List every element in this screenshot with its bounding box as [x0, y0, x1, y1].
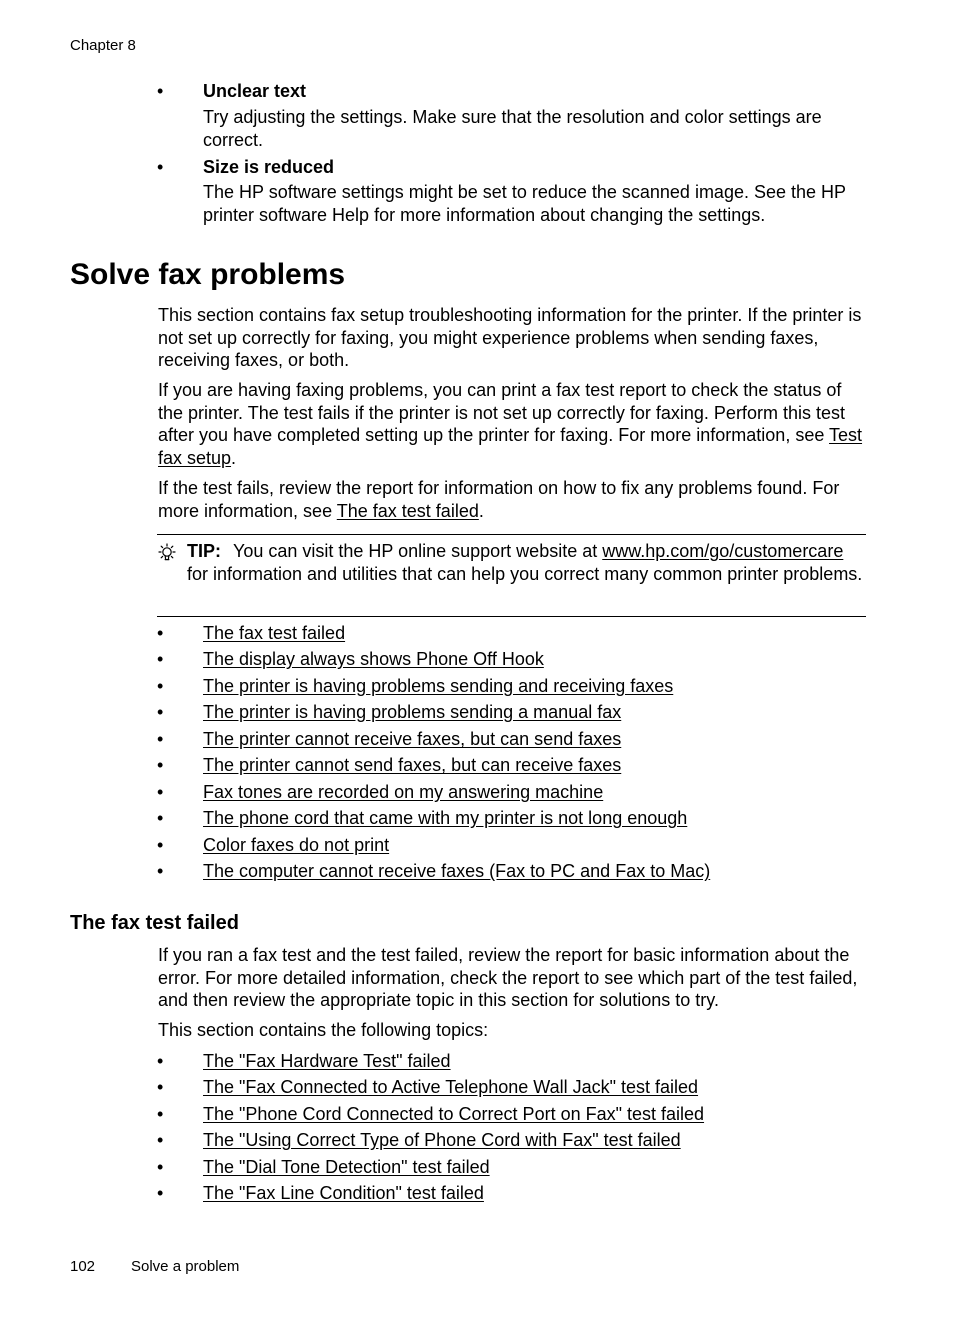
item-body: Try adjusting the settings. Make sure that the resolution and color settings are correct. — [203, 107, 822, 150]
topic-link[interactable]: The printer cannot send faxes, but can receive faxes — [203, 755, 622, 775]
list-item — [0, 728, 954, 750]
list-item — [0, 701, 954, 723]
bullet: • — [157, 623, 164, 643]
bullet: • — [157, 676, 164, 696]
bullet: • — [157, 808, 164, 828]
subsection-topics-intro: This section contains the following topics: — [158, 1020, 489, 1040]
subsection-intro-paragraph: If you ran a fax test and the test failed, review the report for basic information about the error. For more detailed information, check the report to see which part of the test failed, and then review the appropriate topic in this section for solutions to try. — [158, 945, 858, 1010]
topic-link[interactable]: The "Dial Tone Detection" test failed — [203, 1157, 490, 1177]
bullet: • — [157, 861, 164, 881]
bullet: • — [157, 782, 164, 802]
topic-link[interactable]: The "Fax Line Condition" test failed — [203, 1183, 484, 1203]
bullet: • — [157, 835, 164, 855]
list-item — [0, 648, 954, 670]
bullet: • — [157, 702, 164, 722]
list-item — [0, 754, 954, 776]
item-title: Unclear text — [203, 81, 307, 101]
list-item — [0, 860, 954, 882]
list-item — [0, 1156, 954, 1178]
item-body: The HP software settings might be set to reduce the scanned image. See the HP printer software Help for more information about changing the settings. — [203, 182, 846, 225]
bullet: • — [157, 729, 164, 749]
list-item — [0, 834, 954, 856]
topic-link[interactable]: The printer is having problems sending and receiving faxes — [203, 676, 674, 696]
list-item — [0, 1076, 954, 1098]
fax-test-failed-link[interactable]: The fax test failed — [336, 500, 479, 521]
list-item — [0, 622, 954, 644]
chapter-header: Chapter 8 — [70, 37, 136, 54]
bullet: • — [157, 1104, 164, 1124]
topic-link[interactable]: The "Phone Cord Connected to Correct Port on Fax" test failed — [203, 1104, 705, 1124]
topic-link[interactable]: The printer is having problems sending a manual fax — [203, 702, 622, 722]
section-title: Solve fax problems — [70, 258, 346, 291]
customercare-link[interactable]: www.hp.com/go/customercare — [602, 541, 844, 561]
paragraph-text: If you are having faxing problems, you can print a fax test report to check the status of the printer. The test fails if the printer is not set up correctly for faxing. Perform this test after you have completed setting up the printer for faxing. For more information, see — [158, 380, 845, 445]
list-item — [0, 1103, 954, 1125]
tip-text — [187, 540, 867, 585]
list-item — [0, 781, 954, 803]
section-fail-paragraph — [158, 477, 868, 522]
item-title: Size is reduced — [203, 157, 335, 177]
paragraph-end: . — [478, 500, 484, 521]
bullet: • — [157, 1051, 164, 1071]
lightbulb-icon — [157, 543, 177, 563]
list-item — [0, 1182, 954, 1204]
section-intro-paragraph: This section contains fax setup troubleshooting information for the printer. If the printer is not set up correctly for faxing, you might experience problems when sending faxes, receiving faxes, or both. — [158, 305, 862, 370]
topic-link[interactable]: The computer cannot receive faxes (Fax to PC and Fax to Mac) — [203, 861, 711, 881]
bullet: • — [157, 1157, 164, 1177]
bullet: • — [157, 81, 164, 101]
bullet: • — [157, 1077, 164, 1097]
topic-link[interactable]: Color faxes do not print — [203, 835, 390, 855]
tip-box — [157, 534, 866, 617]
topic-link[interactable]: The display always shows Phone Off Hook — [203, 649, 544, 669]
list-item — [0, 1129, 954, 1151]
topic-link[interactable]: Fax tones are recorded on my answering machine — [203, 782, 604, 802]
subsection-title: The fax test failed — [70, 912, 239, 934]
list-item — [0, 1050, 954, 1072]
tip-text-after: for information and utilities that can help you correct many common printer problems. — [187, 563, 863, 584]
bullet: • — [157, 1130, 164, 1150]
topic-link[interactable]: The fax test failed — [203, 623, 346, 643]
tip-label: TIP: — [187, 541, 221, 561]
tip-text-before: You can visit the HP online support website at — [233, 541, 603, 561]
footer-section-name: Solve a problem — [131, 1258, 240, 1275]
list-item — [0, 675, 954, 697]
topic-link[interactable]: The phone cord that came with my printer is not long enough — [203, 808, 688, 828]
topic-link[interactable]: The "Fax Connected to Active Telephone Wall Jack" test failed — [203, 1077, 699, 1097]
bullet: • — [157, 649, 164, 669]
section-test-paragraph — [158, 379, 868, 469]
topic-link[interactable]: The "Fax Hardware Test" failed — [203, 1051, 451, 1071]
bullet: • — [157, 1183, 164, 1203]
page-number: 102 — [70, 1258, 96, 1275]
topic-link[interactable]: The printer cannot receive faxes, but can send faxes — [203, 729, 622, 749]
paragraph-text: If the test fails, review the report for information on how to fix any problems found. For more information, see — [158, 478, 840, 521]
bullet: • — [157, 157, 164, 177]
list-item — [0, 807, 954, 829]
topic-link[interactable]: The "Using Correct Type of Phone Cord with Fax" test failed — [203, 1130, 681, 1150]
paragraph-end: . — [231, 447, 237, 468]
test-fax-setup-link[interactable]: Test fax setup — [158, 425, 863, 468]
bullet: • — [157, 755, 164, 775]
